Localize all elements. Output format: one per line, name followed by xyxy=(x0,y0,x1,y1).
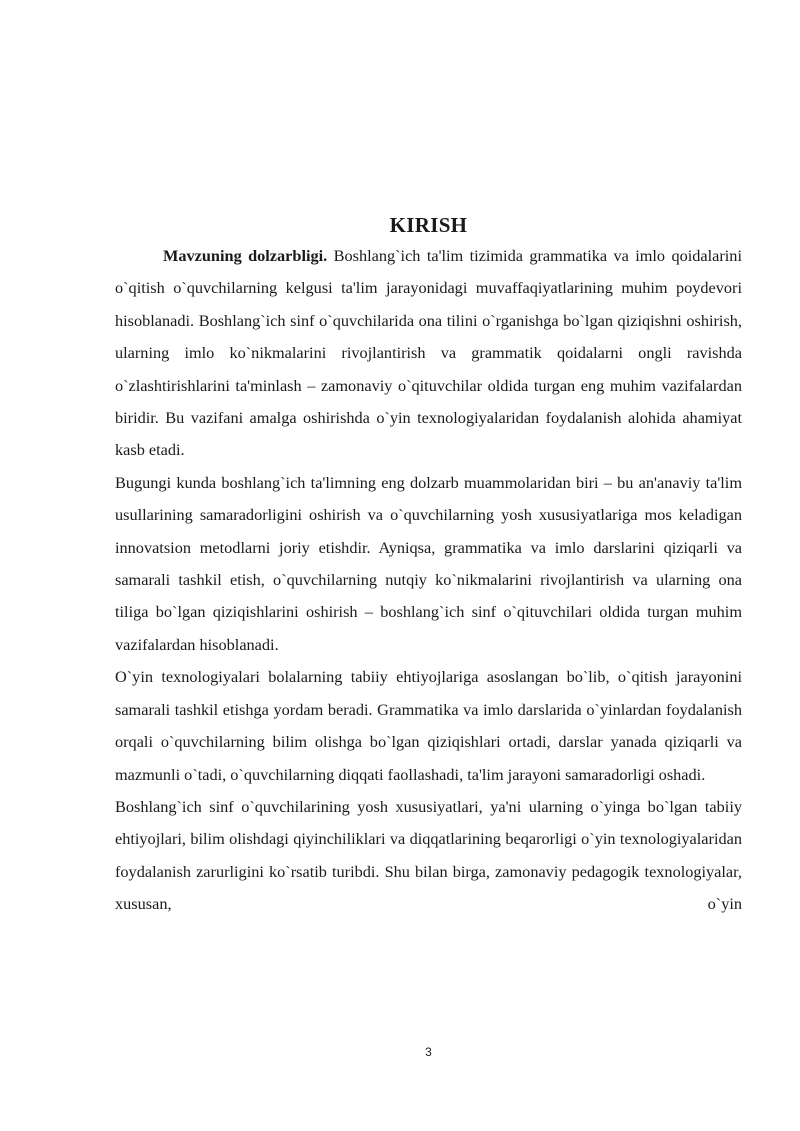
paragraph-text: Boshlang`ich ta'lim tizimida grammatika va imlo qoidalarini o`qitish o`quvchilarning kelgusi ta'lim jarayonidagi muvaffaqiyatlarining muhim poydevori hisoblanadi. Boshlang`ich sinf o`quvchilarida ona tilini o`rganishga bo`lgan qiziqishni oshirish, ularning imlo ko`nikmalarini rivojlantirish va grammatik qoidalarni ongli ravishda o`zlashtirishlarini ta'minlash – zamonaviy o`qituvchilar oldida turgan eng muhim vazifalardan biridir. Bu vazifani amalga oshirishda o`yin texnologiyalaridan foydalanish alohida ahamiyat kasb etadi. xyxy=(115,246,742,460)
paragraph-1 xyxy=(115,240,742,467)
paragraph-4: Boshlang`ich sinf o`quvchilarining yosh xususiyatlari, ya'ni ularning o`yinga bo`lgan tabiiy ehtiyojlari, bilim olishdagi qiyinchiliklari va diqqatlarining beqarorligi o`yin texnologiyalaridan foydalanish zarurligini ko`rsatib turibdi. Shu bilan birga, zamonaviy pedagogik texnologiyalar, xususan, o`yin xyxy=(115,796,742,914)
paragraph-3: O`yin texnologiyalari bolalarning tabiiy ehtiyojlariga asoslangan bo`lib, o`qitish jarayonini samarali tashkil etishga yordam beradi. Grammatika va imlo darslarida o`yinlardan foydalanish orqali o`quvchilarning bilim olishga bo`lgan qiziqishlari ortadi, darslar yanada qiziqarli va mazmunli o`tadi, o`quvchilarning diqqati faollashadi, ta'lim jarayoni samaradorligi oshadi. xyxy=(115,667,742,784)
section-heading: KIRISH xyxy=(389,213,468,237)
body-text xyxy=(115,240,742,921)
page-number: 3 xyxy=(425,1045,432,1059)
paragraph-lead: Mavzuning dolzarbligi. xyxy=(163,246,328,265)
paragraph-2: Bugungi kunda boshlang`ich ta'limning eng dolzarb muammolaridan biri – bu an'anaviy ta'lim usullarining samaradorligini oshirish va o`quvchilarning yosh xususiyatlariga mos keladigan innovatsion metodlarni joriy etishdir. Ayniqsa, grammatika va imlo darslarini qiziqarli va samarali tashkil etish, o`quvchilarning nutqiy ko`nikmalarini rivojlantirish va ularning ona tiliga bo`lgan qiziqishlarini oshirish – boshlang`ich sinf o`qituvchilari oldida turgan muhim vazifalardan hisoblanadi. xyxy=(115,472,742,654)
